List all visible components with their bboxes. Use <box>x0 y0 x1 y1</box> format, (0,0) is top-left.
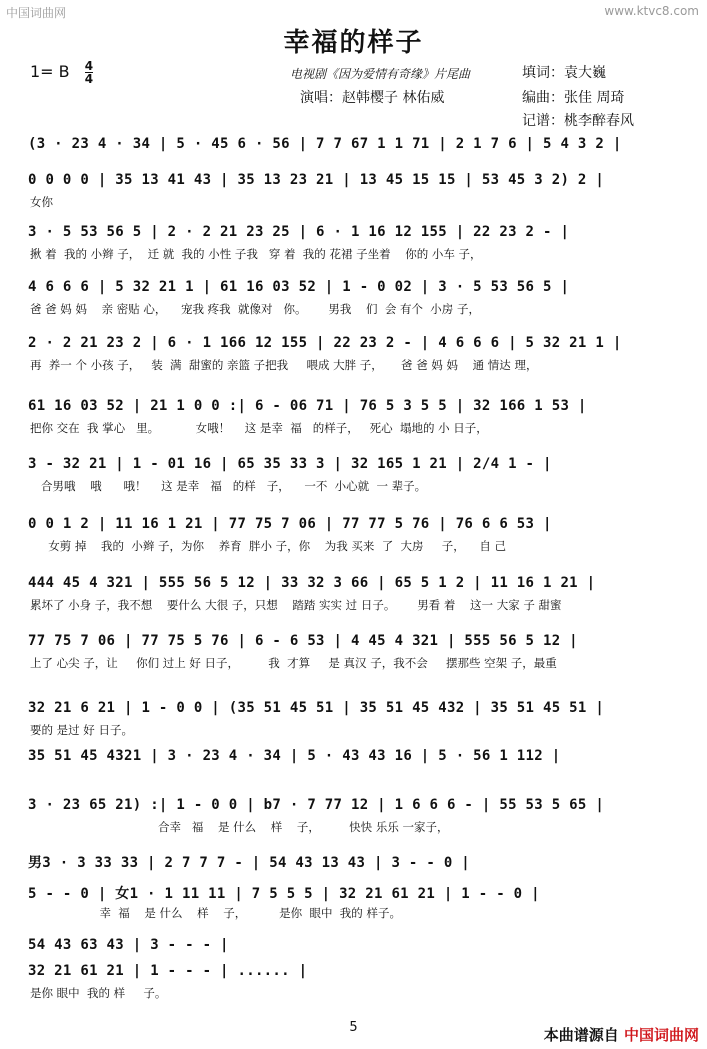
score-notes-row: 32 21 6 21 | 1 - 0 0 | (35 51 45 51 | 35 51 45 432 | 35 51 45 51 | <box>28 700 605 716</box>
subtitle: 电视剧《因为爱情有奇缘》片尾曲 <box>290 67 471 81</box>
score-notes-row: 444 45 4 321 | 555 56 5 12 | 33 32 3 66 | 65 5 1 2 | 11 16 1 21 | <box>28 575 596 591</box>
score-lyrics-row: 累坏了 小身 子，我不想 要什么 大很 子，只想 踏踏 实实 过 日子。 男看 着 这一 大家 子 甜蜜 <box>30 598 562 612</box>
singers-credit: 演唱：赵韩樱子 林佑威 <box>300 90 445 106</box>
source-site: 中国词曲网 <box>623 1026 699 1044</box>
transcriber-credit: 记谱：桃李醉春风 <box>522 113 634 129</box>
score-lyrics-row: 再 养一 个 小孩 子， 装 满 甜蜜的 亲篮 子把我 喂成 大胖 子， 爸 爸 妈 妈 通 情达 理， <box>30 358 538 372</box>
source-credit <box>544 1024 699 1045</box>
time-signature-top: 4 <box>84 59 94 73</box>
composer-credit: 编曲：张佳 周琦 <box>522 90 625 106</box>
time-signature-bottom: 4 <box>84 72 94 86</box>
score-lyrics-row: 幸 福 是 什么 样 子， 是你 眼中 我的 样子。 <box>30 906 401 920</box>
key-signature <box>30 60 93 85</box>
score-lyrics-row: 爸 爸 妈 妈 亲 密贴 心， 宠我 疼我 就像对 你。 男我 们 会 有个 小房 子， <box>30 302 480 316</box>
watermark-left: 中国词曲网 <box>6 6 67 20</box>
score-lyrics-row: 要的 是过 好 日子。 <box>30 723 133 737</box>
score-notes-row: 5 - - 0 | 女1 · 1 11 11 | 7 5 5 5 | 32 21 61 21 | 1 - - 0 | <box>28 886 540 902</box>
score-notes-row: 3 - 32 21 | 1 - 01 16 | 65 35 33 3 | 32 165 1 21 | 2/4 1 - | <box>28 456 552 472</box>
score-lyrics-row: 女剪 掉 我的 小辫 子，为你 养育 胖小 子，你 为我 买来 了 大房 子， 自 己 <box>30 539 507 553</box>
score-notes-row: 男3 · 3 33 33 | 2 7 7 7 - | 54 43 13 43 | 3 - - 0 | <box>28 855 471 871</box>
score-lyrics-row: 合男哦 哦 哦！ 这 是幸 福 的样 子， 一不 小心就 一 辈子。 <box>30 479 427 493</box>
time-signature <box>85 60 93 85</box>
page-number: 5 <box>349 1020 358 1035</box>
score-lyrics-row: 是你 眼中 我的 样 子。 <box>30 986 167 1000</box>
score-notes-row: 32 21 61 21 | 1 - - - | ...... | <box>28 963 308 979</box>
score-lyrics-row: 揪 着 我的 小辫 子， 迁 就 我的 小性 子我 穿 着 我的 花裙 子坐着 你的 小车 子， <box>30 247 482 261</box>
source-label: 本曲谱源自 <box>543 1026 619 1044</box>
score-lyrics-row: 上了 心尖 子，让 你们 过上 好 日子， 我 才算 是 真汉 子，我不会 摆那些 空架 子，最重 <box>30 656 557 670</box>
lyricist-credit: 填词：袁大巍 <box>522 65 606 81</box>
score-notes-row: 0 0 0 0 | 35 13 41 43 | 35 13 23 21 | 13 45 15 15 | 53 45 3 2) 2 | <box>28 172 605 188</box>
watermark-right: www.ktvc8.com <box>604 4 699 18</box>
song-title: 幸福的样子 <box>283 28 424 58</box>
score-notes-row: (3 · 23 4 · 34 | 5 · 45 6 · 56 | 7 7 67 1 1 71 | 2 1 7 6 | 5 4 3 2 | <box>28 136 622 152</box>
score-notes-row: 35 51 45 4321 | 3 · 23 4 · 34 | 5 · 43 43 16 | 5 · 56 1 112 | <box>28 748 561 764</box>
score-notes-row: 77 75 7 06 | 77 75 5 76 | 6 - 6 53 | 4 45 4 321 | 555 56 5 12 | <box>28 633 578 649</box>
score-notes-row: 0 0 1 2 | 11 16 1 21 | 77 75 7 06 | 77 77 5 76 | 76 6 6 53 | <box>28 516 552 532</box>
score-lyrics-row: 女你 <box>30 195 53 209</box>
key-label: 1= B <box>30 62 70 81</box>
score-notes-row: 3 · 23 65 21) :| 1 - 0 0 | b7 · 7 77 12 | 1 6 6 6 - | 55 53 5 65 | <box>28 797 605 813</box>
score-notes-row: 4 6 6 6 | 5 32 21 1 | 61 16 03 52 | 1 - 0 02 | 3 · 5 53 56 5 | <box>28 279 570 295</box>
score-notes-row: 2 · 2 21 23 2 | 6 · 1 166 12 155 | 22 23 2 - | 4 6 6 6 | 5 32 21 1 | <box>28 335 622 351</box>
score-lyrics-row: 合幸 福 是 什么 样 子， 快快 乐乐 一家子， <box>30 820 449 834</box>
score-notes-row: 61 16 03 52 | 21 1 0 0 :| 6 - 06 71 | 76 5 3 5 5 | 32 166 1 53 | <box>28 398 587 414</box>
score-notes-row: 3 · 5 53 56 5 | 2 · 2 21 23 25 | 6 · 1 16 12 155 | 22 23 2 - | <box>28 224 570 240</box>
score-notes-row: 54 43 63 43 | 3 - - - | <box>28 937 229 953</box>
score-lyrics-row: 把你 交在 我 掌心 里。 女哦！ 这 是幸 福 的样子， 死心 塌地的 小 日子， <box>30 421 488 435</box>
